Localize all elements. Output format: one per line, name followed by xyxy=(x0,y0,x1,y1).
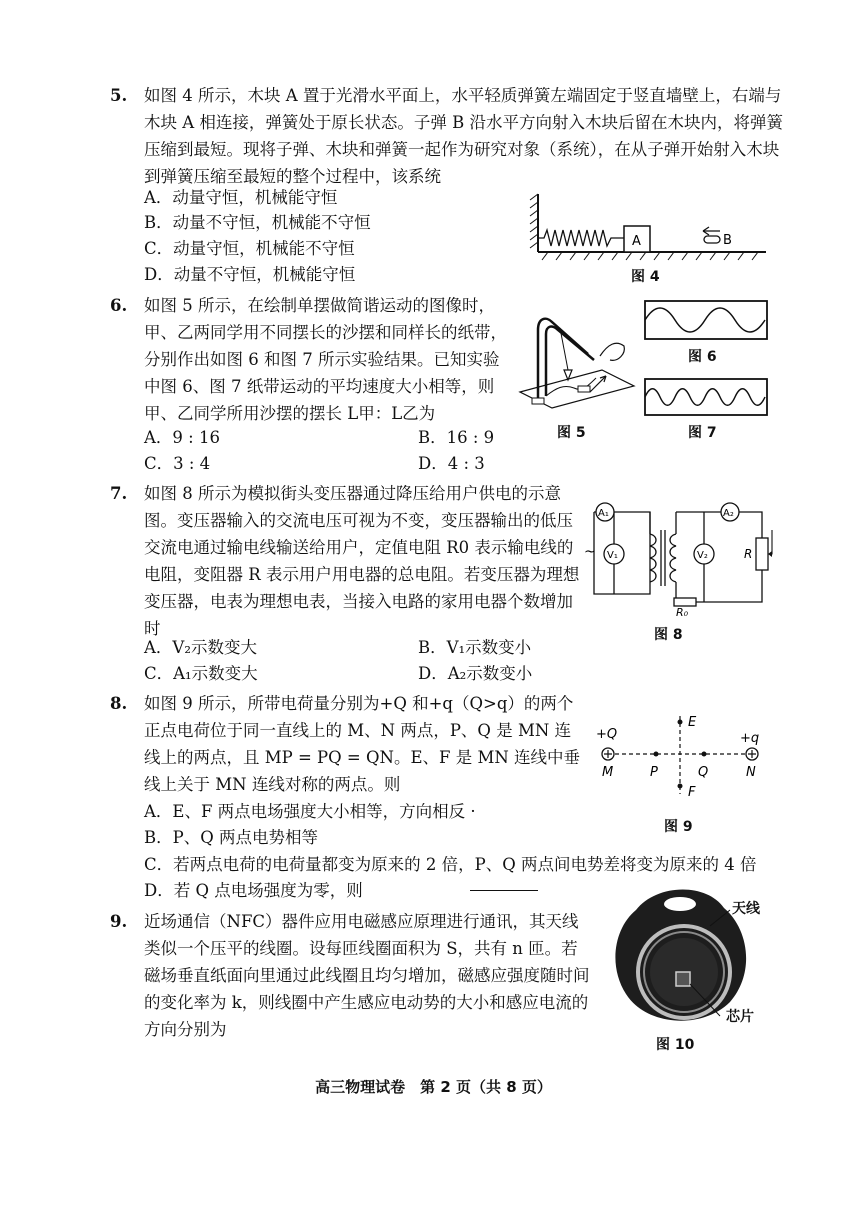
r0-label: R₀ xyxy=(676,606,689,618)
ac-source-symbol: ~ xyxy=(584,544,596,560)
figure-6 xyxy=(644,300,768,340)
option-d: D．4 : 3 xyxy=(418,454,485,473)
option-a: A．9 : 16 xyxy=(144,428,220,447)
option-c: C．动量守恒，机械能不守恒 xyxy=(144,239,355,258)
question-number: 5. xyxy=(110,86,128,105)
label-plus-big-q: +Q xyxy=(596,727,618,742)
point-q xyxy=(702,752,707,757)
question-stem: 如图 5 所示，在绘制单摆做简谐运动的图像时，甲、乙两同学用不同摆长的沙摆和同样长的纸带，分别作出如图 6 和图 7 所示实验结果。已知实验中图 6、图 7 纸带运动的平均速度大小相等，则甲、乙同学所用沙摆的摆长 L甲：L乙为 xyxy=(144,296,507,423)
figure-5 xyxy=(516,300,636,416)
resistor-r0 xyxy=(674,598,696,606)
a2-label: A₂ xyxy=(723,508,734,519)
figure-4 xyxy=(528,190,770,262)
point-f xyxy=(678,784,683,789)
label-p: P xyxy=(650,765,658,780)
spring xyxy=(538,230,624,246)
option-b: B．P、Q 两点电势相等 xyxy=(144,828,318,847)
figure-10-caption: 图 10 xyxy=(656,1037,695,1053)
question-stem: 如图 8 所示为模拟街头变压器通过降压给用户供电的示意图。变压器输入的交流电压可视为不变，变压器输出的低压交流电通过输电线输送给用户，定值电阻 R0 表示输电线的电阻，变阻器 R 表示用户用电器的总电阻。若变压器为理想变压器，电表为理想电表，当接入电路的家用电器个数增加时 xyxy=(144,484,580,638)
hand xyxy=(600,343,624,360)
tag-hole xyxy=(664,897,696,911)
question-5 xyxy=(112,82,792,190)
question-stem: 如图 4 所示，木块 A 置于光滑水平面上，水平轻质弹簧左端固定于竖直墙壁上，右端与木块 A 相连接，弹簧处于原长状态。子弹 B 沿水平方向射入木块后留在木块内，将弹簧压缩到最短。现将子弹、木块和弹簧一起作为研究对象（系统），在从子弹开始射入木块到弹簧压缩至最短的整个过程中，该系统 xyxy=(144,86,784,186)
option-b: B．动量不守恒，机械能不守恒 xyxy=(144,213,371,232)
figure-5-caption: 图 5 xyxy=(557,425,586,441)
question-8 xyxy=(112,690,582,798)
figure-7-caption: 图 7 xyxy=(688,425,717,441)
figure-7 xyxy=(644,378,768,416)
bullet-b xyxy=(704,236,720,243)
label-q: Q xyxy=(698,765,709,780)
point-e xyxy=(678,720,683,725)
question-number: 6. xyxy=(110,296,128,315)
question-6 xyxy=(112,292,512,427)
question-number: 7. xyxy=(110,484,128,503)
answer-blank xyxy=(470,890,538,891)
figure-8-circuit xyxy=(584,494,774,618)
label-e: E xyxy=(688,715,697,730)
question-number: 9. xyxy=(110,912,128,931)
label-f: F xyxy=(688,785,696,800)
option-a: A．V₂示数变大 xyxy=(144,638,257,657)
option-c: C．A₁示数变大 xyxy=(144,664,258,683)
option-b: B．16 : 9 xyxy=(418,428,495,447)
label-plus-small-q: +q xyxy=(740,731,760,746)
chip-label: 芯片 xyxy=(726,1009,754,1025)
antenna-label: 天线 xyxy=(732,901,760,917)
label-a: A xyxy=(632,234,641,249)
figure-9-caption: 图 9 xyxy=(664,819,693,835)
option-b: B．V₁示数变小 xyxy=(418,638,532,657)
a1-label: A₁ xyxy=(598,508,609,519)
figure-4-caption: 图 4 xyxy=(631,269,660,285)
question-9 xyxy=(112,908,592,1043)
option-d: D．若 Q 点电场强度为零，则 xyxy=(144,881,363,900)
option-d: D．动量不守恒，机械能守恒 xyxy=(144,265,356,284)
v1-label: V₁ xyxy=(607,550,618,561)
option-c: C．若两点电荷的电荷量都变为原来的 2 倍，P、Q 两点间电势差将变为原来的 4 倍 xyxy=(144,855,757,874)
r-label: R xyxy=(744,547,753,561)
option-a: A．E、F 两点电场强度大小相等，方向相反 · xyxy=(144,802,476,821)
option-a: A．动量守恒，机械能守恒 xyxy=(144,188,338,207)
page-footer: 高三物理试卷 第 2 页（共 8 页） xyxy=(315,1078,552,1096)
rheostat-r xyxy=(756,538,768,570)
label-b: B xyxy=(723,233,732,248)
figure-9 xyxy=(592,706,768,802)
question-stem: 近场通信（NFC）器件应用电磁感应原理进行通讯，其天线类似一个压平的线圈。设每匝线圈面积为 S，共有 n 匝。若磁场垂直纸面向里通过此线圈且均匀增加，磁感应强度随时间的变化率为 k，则线圈中产生感应电动势的大小和感应电流的方向分别为 xyxy=(144,912,590,1039)
point-p xyxy=(654,752,659,757)
option-d: D．A₂示数变小 xyxy=(418,664,533,683)
figure-8-caption: 图 8 xyxy=(654,627,683,643)
label-m: M xyxy=(602,765,614,780)
question-7 xyxy=(112,480,582,642)
question-number: 8. xyxy=(110,694,128,713)
question-stem: 如图 9 所示，所带电荷量分别为+Q 和+q（Q>q）的两个正点电荷位于同一直线上的 M、N 两点，P、Q 是 MN 连线上的两点，且 MP = PQ = QN。E、F 是 MN 连线中垂线上关于 MN 连线对称的两点。则 xyxy=(144,694,581,794)
figure-6-caption: 图 6 xyxy=(688,349,717,365)
v2-label: V₂ xyxy=(697,550,708,561)
chip xyxy=(676,972,690,986)
label-n: N xyxy=(746,765,756,780)
option-c: C．3 : 4 xyxy=(144,454,211,473)
